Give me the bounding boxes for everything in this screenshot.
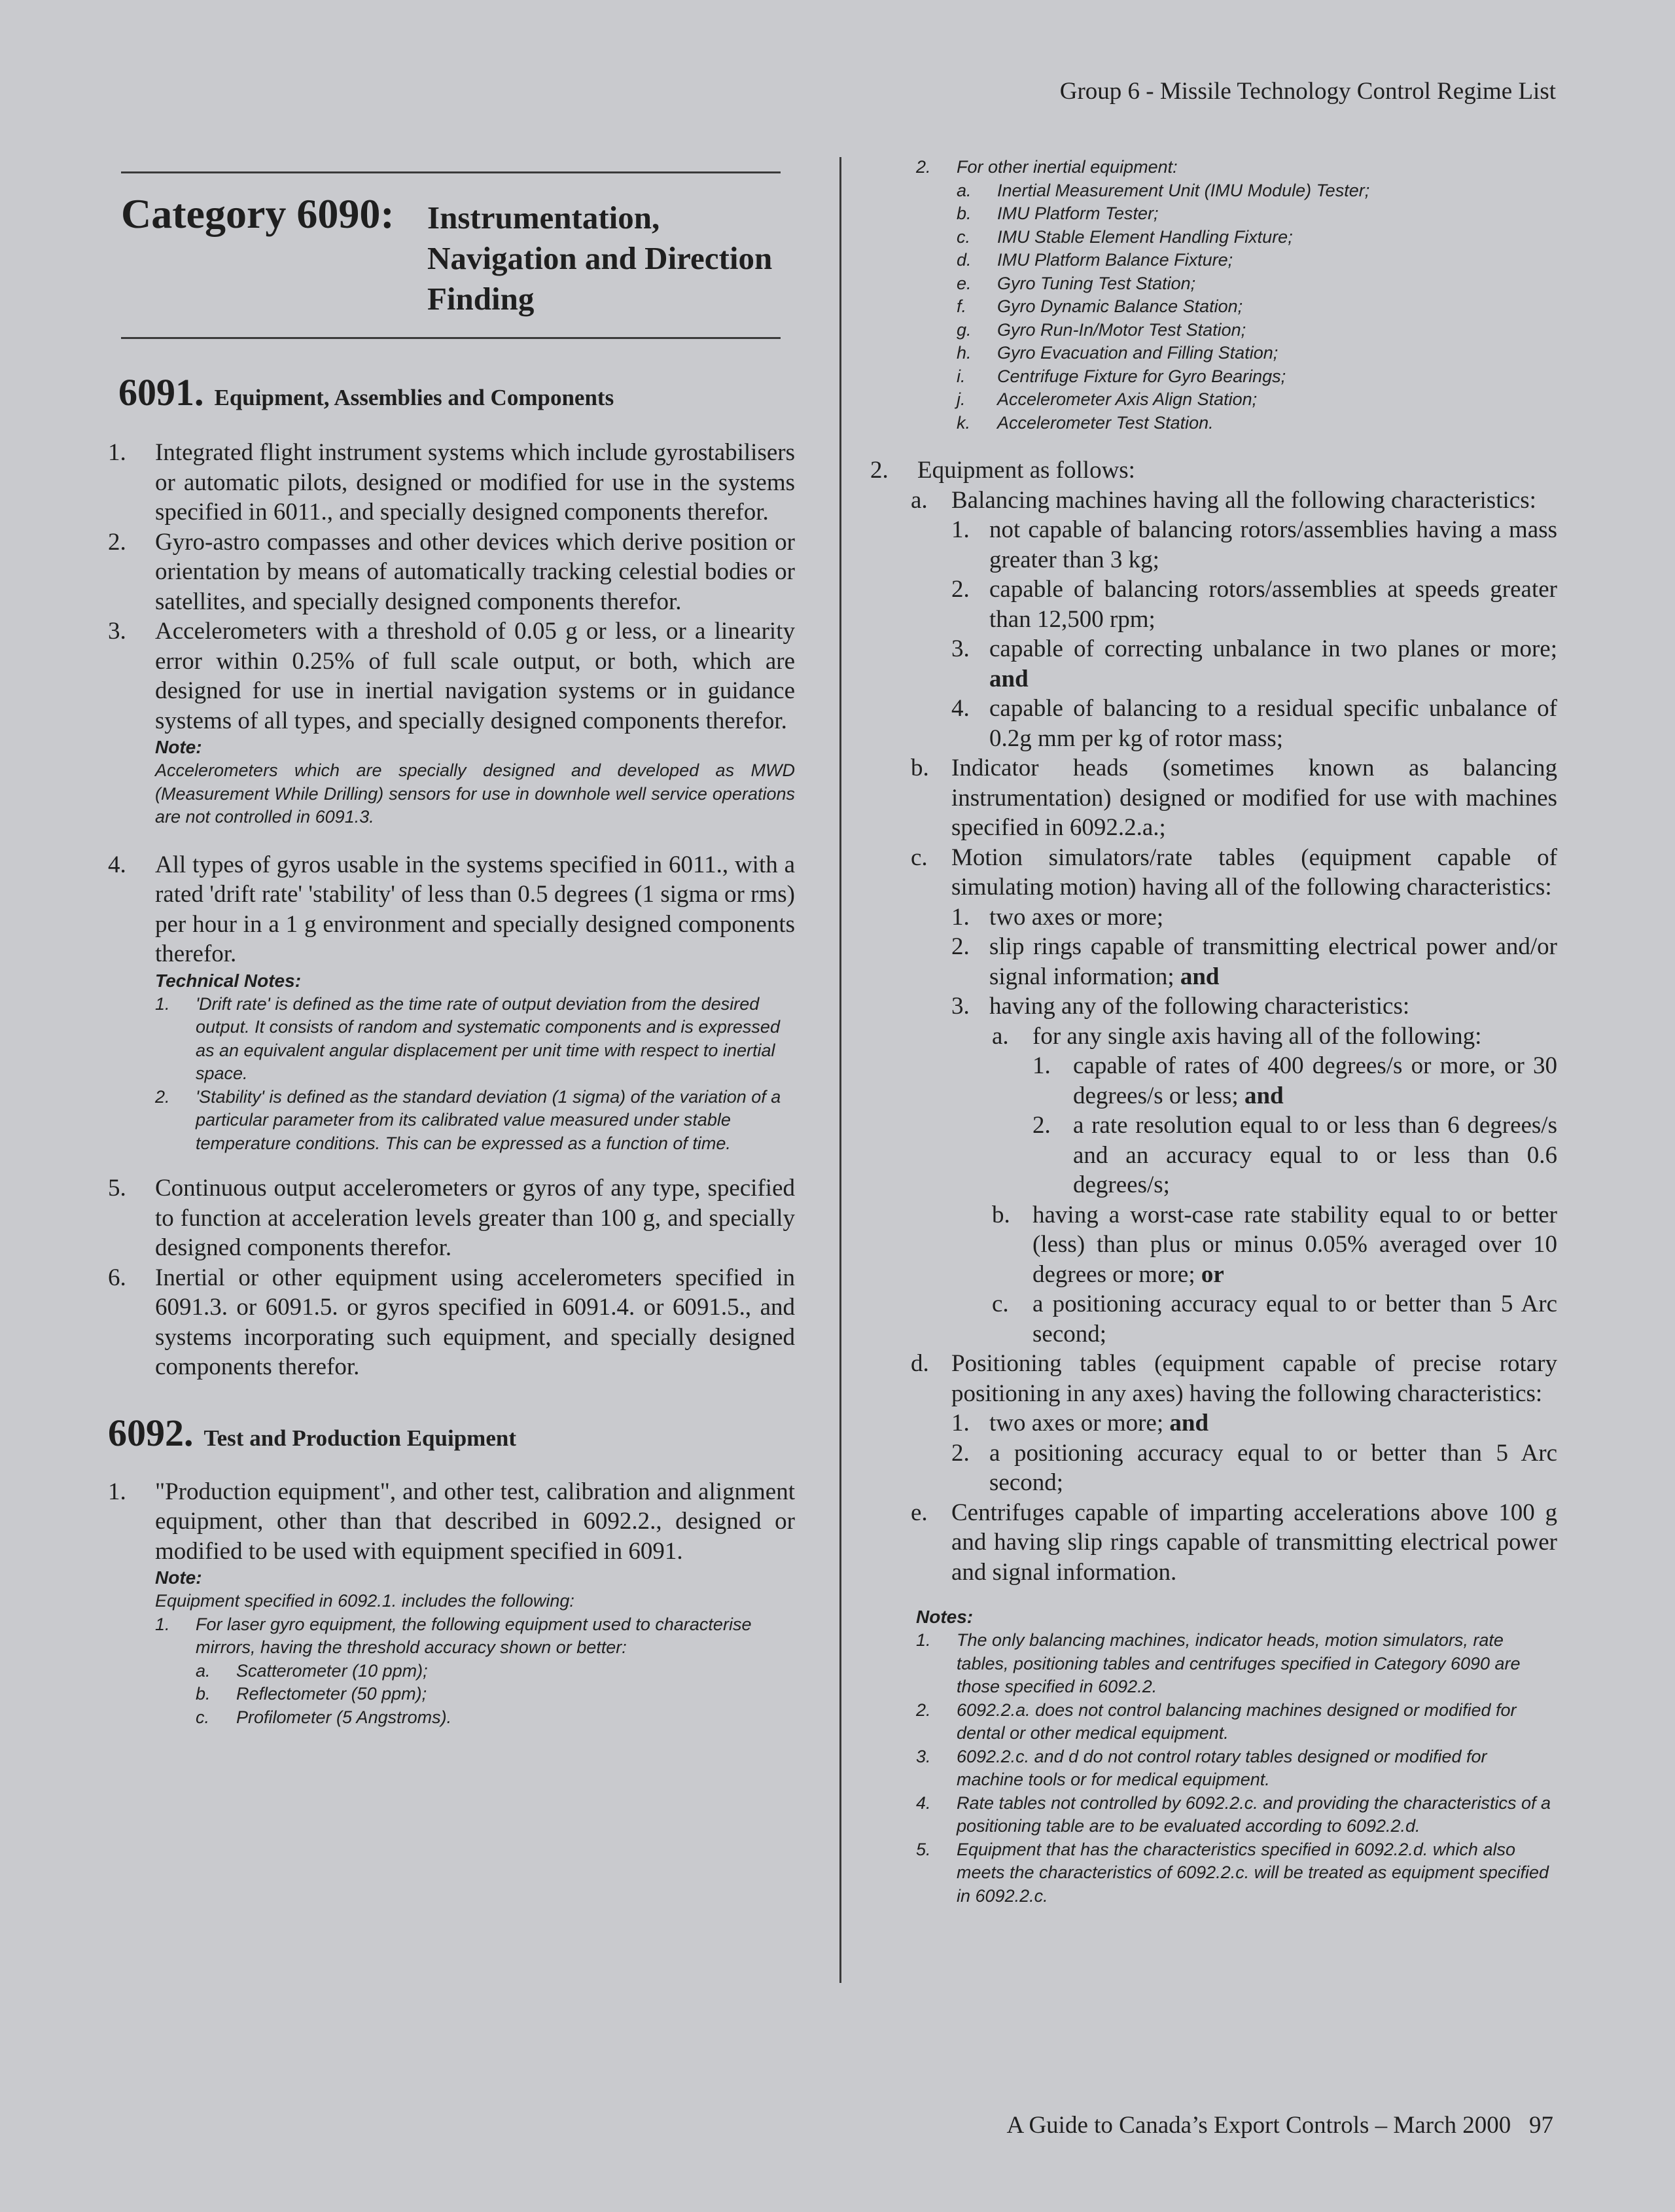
deep-item: 2. a rate resolution equal to or less than 6 degrees/s and an accuracy equal to or less than 0.6 degrees/s; xyxy=(1032,1112,1557,1198)
footer-title: A Guide to Canada’s Export Controls – March 2000 xyxy=(1006,2112,1511,2139)
sub-sub-sub-item: c. a positioning accuracy equal to or better than 5 Arc second; xyxy=(992,1291,1557,1347)
note-block: Note: Equipment specified in 6092.1. includes the following: 1. For laser gyro equipment, the following equipment used to characterise mirrors, having the threshold accuracy shown or better: a. Scatterometer (10 ppm); b. Reflectometer (50 ppm); c. Profilometer (5 Angstroms). xyxy=(108,1566,795,1729)
section-number: 6091. xyxy=(118,371,204,414)
note-continued xyxy=(870,156,1557,435)
note-subitem: a. Inertial Measurement Unit (IMU Module) Tester; xyxy=(957,180,1370,200)
title-rule-top xyxy=(121,171,781,173)
sub-item: b. Indicator heads (sometimes known as balancing instrumentation) designed or modified for use with machines specified in 6092.2.a.; xyxy=(911,755,1557,841)
sub-sub-sub-item: b. having a worst-case rate stability equal to or better (less) than plus or minus 0.05% averaged over 10 degrees or more; or xyxy=(992,1201,1557,1288)
category-number: Category 6090: xyxy=(121,190,395,237)
note-subitem: k. Accelerometer Test Station. xyxy=(957,412,1214,433)
sub-sub-item: 3. having any of the following characteristics: xyxy=(951,993,1410,1020)
page-number: 97 xyxy=(1529,2112,1553,2139)
note-subitem: f. Gyro Dynamic Balance Station; xyxy=(957,296,1243,316)
list-item: 5. Continuous output accelerometers or gyros of any type, specified to function at acceleration levels greater than 100 g, and specially designed components therefor. xyxy=(108,1175,795,1261)
sub-item: d. Positioning tables (equipment capable of precise rotary positioning in any axes) having the following characteristics: xyxy=(911,1350,1557,1407)
technical-note: 1. 'Drift rate' is defined as the time rate of output deviation from the desired output. It consists of random and systematic components and is expressed as an equivalent angular displacement per unit time with respect to inertial space. xyxy=(155,993,780,1083)
deep-item: 1. capable of rates of 400 degrees/s or more, or 30 degrees/s or less; and xyxy=(1032,1052,1557,1109)
note-subitem: c. Profilometer (5 Angstroms). xyxy=(196,1707,452,1727)
running-footer xyxy=(1007,2111,1553,2139)
note-subitem: a. Scatterometer (10 ppm); xyxy=(196,1660,428,1681)
notes-block: Notes: 1. The only balancing machines, indicator heads, motion simulators, rate tables, positioning tables and centrifuges specified in Category 6090 are those specified in 6092.2. 2. 6092.2.a. does not control balancing machines designed or modified for dental or other medical equipment. 3. 6092.2.c. and d do not control rotary tables designed or modified for machine tools or for medical equipment. 4. Rate tables not controlled by 6092.2.c. and providing the characteristics of a positioning table are to be evaluated according to 6092.2.d. 5. Equipment that has the characteristics specified in 6092.2.d. which also meets the characteristics of 6092.2.c. will be treated as equipment specified in 6092.2.c. xyxy=(870,1605,1557,1908)
section-title: Test and Production Equipment xyxy=(203,1425,516,1451)
sub-sub-item: 4. capable of balancing to a residual specific unbalance of 0.2g mm per kg of rotor mass; xyxy=(951,695,1557,752)
category-title-line: Instrumentation, xyxy=(427,200,660,236)
sub-sub-item: 1. two axes or more; and xyxy=(951,1410,1209,1436)
note-text: Accelerometers which are specially designed and developed as MWD (Measurement While Drilling) sensors for use in downhole well service operations are not controlled in 6091.3. xyxy=(155,760,795,827)
list-item: 1. "Production equipment", and other test, calibration and alignment equipment, other than that described in 6092.2., designed or modified to be used with equipment specified in 6091. xyxy=(108,1478,795,1565)
note-subitem: e. Gyro Tuning Test Station; xyxy=(957,273,1196,293)
list-item: 6. Inertial or other equipment using accelerometers specified in 6091.3. or 6091.5. or gyros specified in 6091.4. or 6091.5., and systems incorporating such equipment, and specially designed components therefor. xyxy=(108,1264,795,1380)
sub-sub-sub-item: a. for any single axis having all of the following: xyxy=(992,1022,1482,1050)
category-title-line: Finding xyxy=(427,281,535,317)
sub-item: a. Balancing machines having all the following characteristics: xyxy=(911,486,1536,514)
note-item: 3. 6092.2.c. and d do not control rotary tables designed or modified for machine tools or for medical equipment. xyxy=(916,1746,1487,1789)
category-title xyxy=(427,198,794,319)
section-title: Equipment, Assemblies and Components xyxy=(214,385,614,410)
note-item: 4. Rate tables not controlled by 6092.2.c. and providing the characteristics of a positioning table are to be evaluated according to 6092.2.d. xyxy=(916,1793,1551,1836)
note-subitem: i. Centrifuge Fixture for Gyro Bearings; xyxy=(957,366,1286,386)
note-subitem: b. Reflectometer (50 ppm); xyxy=(196,1684,427,1704)
note-item: 2. For other inertial equipment: xyxy=(916,157,1178,177)
title-rule-bottom xyxy=(121,337,781,339)
note-subitem: g. Gyro Run-In/Motor Test Station; xyxy=(957,319,1246,340)
column-divider xyxy=(839,157,841,1983)
note-subitem: c. IMU Stable Element Handling Fixture; xyxy=(957,226,1293,247)
sub-sub-item: 1. not capable of balancing rotors/assemblies having a mass greater than 3 kg; xyxy=(951,516,1557,573)
technical-note: 2. 'Stability' is defined as the standard deviation (1 sigma) of the variation of a particular parameter from its calibrated value measured under stable temperature conditions. This can be expressed as a function of time. xyxy=(155,1086,781,1153)
note-subitem: j. Accelerometer Axis Align Station; xyxy=(957,389,1258,409)
list-item: 1. Integrated flight instrument systems which include gyrostabilisers or automatic pilots, designed or modified for use in the systems specified in 6011., and specially designed components therefor. xyxy=(108,439,795,526)
running-header: Group 6 - Missile Technology Control Regime List xyxy=(1059,78,1556,105)
note-subitem: b. IMU Platform Tester; xyxy=(957,204,1159,223)
section-6091-heading xyxy=(108,370,795,414)
sub-sub-item: 2. slip rings capable of transmitting electrical power and/or signal information; and xyxy=(951,933,1557,990)
right-column xyxy=(870,156,1557,1908)
list-item: 2. Gyro-astro compasses and other devices which derive position or orientation by means of automatically tracking celestial bodies or satellites, and specially designed components therefor. xyxy=(108,528,795,615)
sub-sub-item: 2. a positioning accuracy equal to or better than 5 Arc second; xyxy=(951,1439,1557,1496)
category-title-line: Navigation and Direction xyxy=(427,240,773,276)
sub-sub-item: 2. capable of balancing rotors/assemblies at speeds greater than 12,500 rpm; xyxy=(951,576,1557,633)
note-subitem: d. IMU Platform Balance Fixture; xyxy=(957,250,1233,270)
left-column xyxy=(108,370,795,1729)
sub-item: c. Motion simulators/rate tables (equipment capable of simulating motion) having all of the following characteristics: xyxy=(911,844,1557,901)
section-number: 6092. xyxy=(108,1411,194,1454)
list-item: 3. Accelerometers with a threshold of 0.05 g or less, or a linearity error within 0.25% of full scale output, or both, which are designed for use in inertial navigation systems or in guidance systems of all types, and specially designed components therefor. xyxy=(108,618,795,734)
note-subitem: h. Gyro Evacuation and Filling Station; xyxy=(957,343,1278,363)
list-item: 4. All types of gyros usable in the systems specified in 6011., with a rated 'drift rate' 'stability' of less than 0.5 degrees (1 sigma or rms) per hour in a 1 g environment and specially designed components therefor. xyxy=(108,851,795,967)
note-item: 1. The only balancing machines, indicator heads, motion simulators, rate tables, positioning tables and centrifuges specified in Category 6090 are those specified in 6092.2. xyxy=(916,1630,1521,1696)
note-item: 5. Equipment that has the characteristics specified in 6092.2.d. which also meets the characteristics of 6092.2.c. will be treated as equipment specified in 6092.2.c. xyxy=(916,1839,1549,1906)
technical-notes: Technical Notes: 1. 'Drift rate' is defined as the time rate of output deviation from the desired output. It consists of random and systematic components and is expressed as an equivalent angular displacement per unit time with respect to inertial space. 2. 'Stability' is defined as the standard deviation (1 sigma) of the variation of a particular parameter from its calibrated value measured under stable temperature conditions. This can be expressed as a function of time. xyxy=(108,969,795,1156)
note-item: 2. 6092.2.a. does not control balancing machines designed or modified for dental or other medical equipment. xyxy=(916,1700,1517,1743)
note-item: 1. For laser gyro equipment, the following equipment used to characterise mirrors, having the threshold accuracy shown or better: xyxy=(155,1614,752,1657)
section-6092-heading xyxy=(108,1411,795,1455)
sub-item: e. Centrifuges capable of imparting accelerations above 100 g and having slip rings capable of transmitting electrical power and signal information. xyxy=(911,1499,1557,1586)
note-block: Note: Accelerometers which are specially designed and developed as MWD (Measurement While Drilling) sensors for use in downhole well service operations are not controlled in 6091.3. xyxy=(108,736,795,829)
sub-sub-item: 3. capable of correcting unbalance in two planes or more; and xyxy=(951,635,1557,692)
sub-sub-item: 1. two axes or more; xyxy=(951,903,1164,931)
list-item: 2. Equipment as follows: xyxy=(870,457,1135,484)
